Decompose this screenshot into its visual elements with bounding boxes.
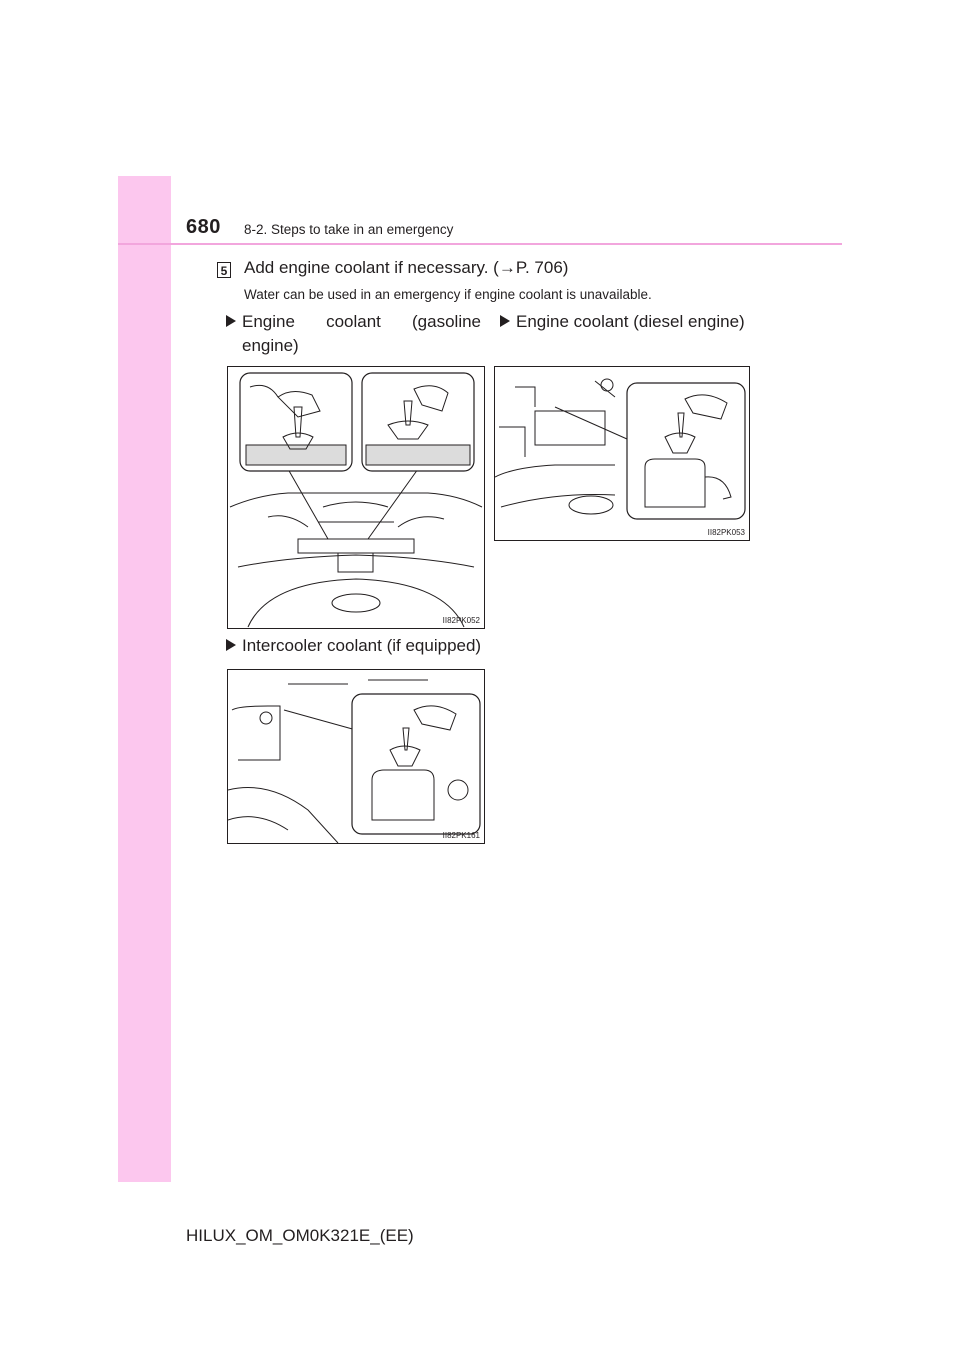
- step-note: Water can be used in an emergency if engine coolant is unavailable.: [244, 287, 652, 302]
- step-number-badge: 5: [217, 262, 231, 278]
- intercooler-figure: [227, 669, 485, 844]
- diesel-engine-illustration: [495, 367, 749, 540]
- page-number: 680: [186, 216, 221, 238]
- diesel-heading: Engine coolant (diesel engine): [500, 310, 745, 334]
- gasoline-engine-figure: [227, 366, 485, 629]
- header-rule: [118, 243, 842, 245]
- diesel-engine-figure: [494, 366, 750, 541]
- figure-label: II82PK053: [707, 528, 745, 537]
- gasoline-engine-illustration: [228, 367, 484, 628]
- section-title: 8-2. Steps to take in an emergency: [244, 222, 454, 237]
- chapter-sidebar: [118, 176, 171, 1182]
- triangle-bullet-icon: [500, 315, 510, 327]
- figure-label: II82PK161: [442, 831, 480, 840]
- triangle-bullet-icon: [226, 315, 236, 327]
- triangle-bullet-icon: [226, 639, 236, 651]
- figure-label: II82PK052: [442, 616, 480, 625]
- step-instruction: Add engine coolant if necessary. (→P. 706): [244, 258, 569, 277]
- intercooler-heading: Intercooler coolant (if equipped): [226, 634, 481, 658]
- footer-doc-id: HILUX_OM_OM0K321E_(EE): [186, 1226, 414, 1245]
- gasoline-heading: Engine coolant (gasoline engine): [226, 310, 481, 358]
- intercooler-illustration: [228, 670, 484, 843]
